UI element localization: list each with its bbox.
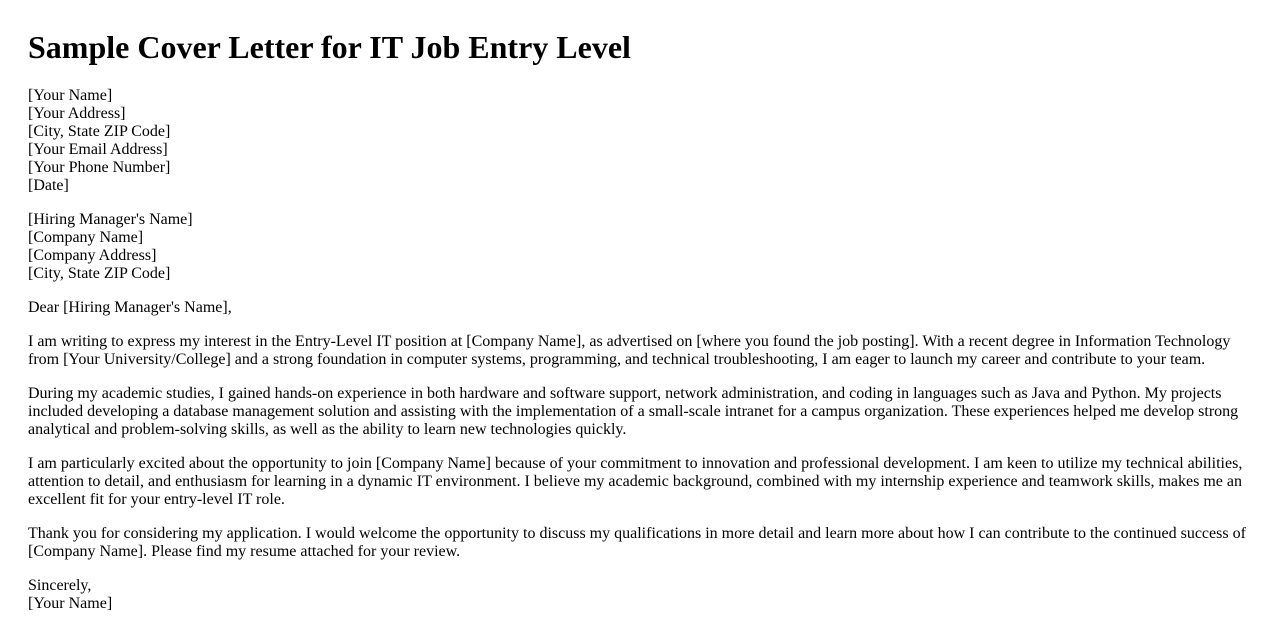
recipient-city-state-zip: [City, State ZIP Code] xyxy=(28,265,171,282)
signature-name: [Your Name] xyxy=(28,595,113,612)
paragraph-experience: During my academic studies, I gained hands-on experience in both hardware and software support, network administration, and coding in languages such as Java and Python. My projects included developing a database management solution and assisting with the implementation of a small-scale intranet for a campus organization. These experiences helped me develop strong analytical and problem-solving skills, as well as the ability to learn new technologies quickly. xyxy=(28,385,1239,438)
signature-block xyxy=(28,577,1250,613)
salutation: Dear [Hiring Manager's Name], xyxy=(28,299,232,316)
sender-city-state-zip: [City, State ZIP Code] xyxy=(28,123,171,140)
document-page xyxy=(0,29,1278,630)
sender-phone: [Your Phone Number] xyxy=(28,159,171,176)
recipient-address: [Company Address] xyxy=(28,247,157,264)
closing-phrase: Sincerely, xyxy=(28,577,92,594)
recipient-name: [Hiring Manager's Name] xyxy=(28,211,193,228)
letter-date: [Date] xyxy=(28,177,69,194)
page-title: Sample Cover Letter for IT Job Entry Level xyxy=(28,29,631,65)
paragraph-intro: I am writing to express my interest in the Entry-Level IT position at [Company Name], as advertised on [where you found the job posting]. With a recent degree in Information Technology from [Your University/College] and a strong foundation in computer systems, programming, and technical troubleshooting, I am eager to launch my career and contribute to your team. xyxy=(28,333,1231,368)
sender-name: [Your Name] xyxy=(28,87,113,104)
sender-email: [Your Email Address] xyxy=(28,141,168,158)
sender-address: [Your Address] xyxy=(28,105,126,122)
recipient-company: [Company Name] xyxy=(28,229,144,246)
recipient-address-block xyxy=(28,211,1250,283)
sender-address-block xyxy=(28,87,1250,195)
paragraph-motivation: I am particularly excited about the opportunity to join [Company Name] because of your commitment to innovation and professional development. I am keen to utilize my technical abilities, attention to detail, and enthusiasm for learning in a dynamic IT environment. I believe my academic background, combined with my internship experience and teamwork skills, makes me an excellent fit for your entry-level IT role. xyxy=(28,455,1243,508)
paragraph-closing: Thank you for considering my application. I would welcome the opportunity to discuss my qualifications in more detail and learn more about how I can contribute to the continued success of [Company Name]. Please find my resume attached for your review. xyxy=(28,525,1246,560)
